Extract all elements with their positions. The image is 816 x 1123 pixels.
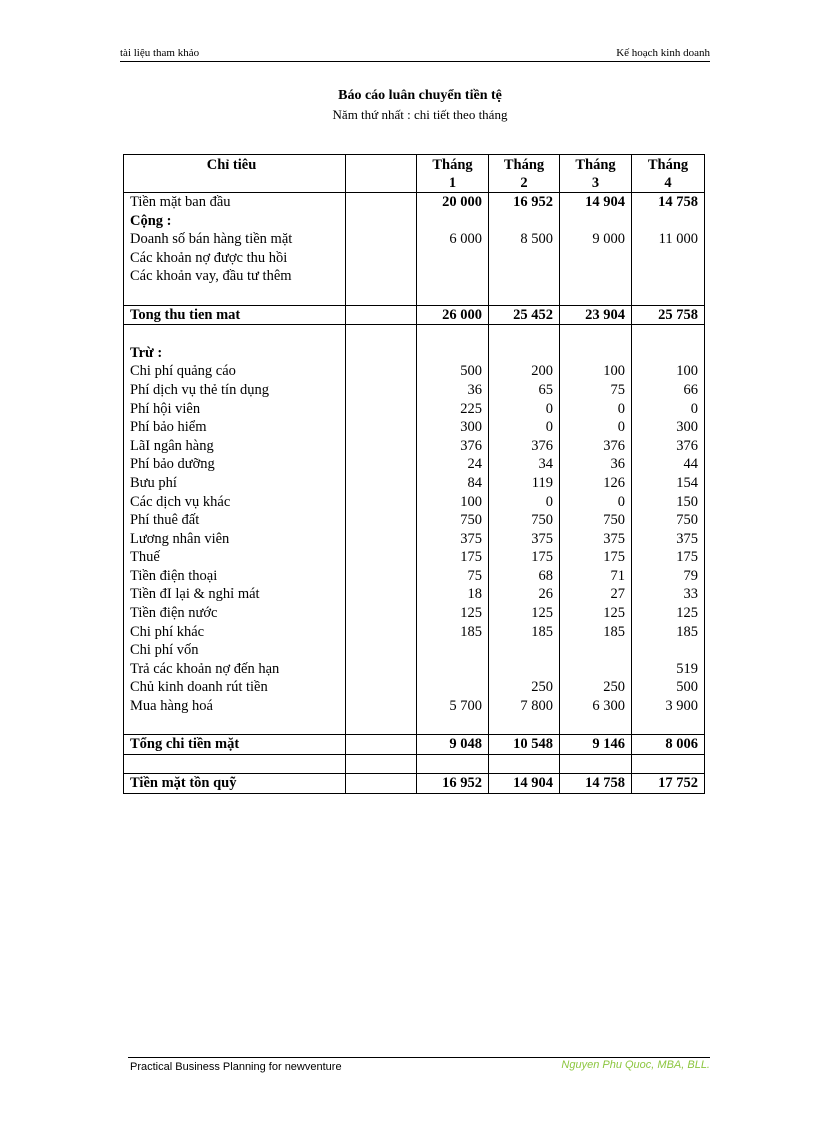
table-row <box>124 548 705 567</box>
footer-author: Nguyen Phu Quoc, MBA, BLL. <box>561 1059 710 1071</box>
footer-left-text: Practical Business Planning for newventure <box>130 1061 342 1073</box>
row-spacer-cell <box>346 530 417 549</box>
row-spacer-cell <box>346 325 417 344</box>
value-cell-month-1 <box>417 660 489 679</box>
row-label: Trừ : <box>124 344 346 363</box>
value-cell-month-2 <box>489 754 560 774</box>
header-left-text: tài liệu tham khảo <box>120 47 200 59</box>
row-spacer-cell <box>346 493 417 512</box>
column-header-spacer <box>346 155 417 193</box>
value-cell-month-3 <box>560 212 632 231</box>
value-cell-month-4: 300 <box>632 418 705 437</box>
table-row <box>124 567 705 586</box>
value-cell-month-1: 9 048 <box>417 735 489 755</box>
value-cell-month-3 <box>560 641 632 660</box>
value-cell-month-1 <box>417 344 489 363</box>
row-spacer-cell <box>346 267 417 286</box>
table-row <box>124 193 705 212</box>
table-spacer-row <box>124 325 705 344</box>
column-header-month-2: Tháng 2 <box>489 155 560 193</box>
value-cell-month-4: 66 <box>632 381 705 400</box>
row-spacer-cell <box>346 400 417 419</box>
value-cell-month-1: 175 <box>417 548 489 567</box>
value-cell-month-1: 750 <box>417 511 489 530</box>
header-divider <box>120 61 710 62</box>
table-row <box>124 362 705 381</box>
column-header-month-3: Tháng 3 <box>560 155 632 193</box>
table-row <box>124 678 705 697</box>
value-cell-month-2 <box>489 660 560 679</box>
row-spacer-cell <box>346 548 417 567</box>
value-cell-month-1 <box>417 267 489 286</box>
row-spacer-cell <box>346 381 417 400</box>
table-header-row <box>124 155 705 193</box>
value-cell-month-2: 65 <box>489 381 560 400</box>
row-spacer-cell <box>346 585 417 604</box>
value-cell-month-4 <box>632 249 705 268</box>
value-cell-month-1 <box>417 212 489 231</box>
row-spacer-cell <box>346 774 417 794</box>
row-label <box>124 286 346 305</box>
table-row <box>124 697 705 716</box>
table-row <box>124 511 705 530</box>
value-cell-month-3 <box>560 660 632 679</box>
value-cell-month-4 <box>632 212 705 231</box>
row-label: Cộng : <box>124 212 346 231</box>
row-spacer-cell <box>346 660 417 679</box>
table-row <box>124 493 705 512</box>
value-cell-month-3 <box>560 716 632 735</box>
value-cell-month-4: 175 <box>632 548 705 567</box>
value-cell-month-3: 23 904 <box>560 305 632 325</box>
table-row <box>124 474 705 493</box>
row-spacer-cell <box>346 286 417 305</box>
value-cell-month-1: 24 <box>417 455 489 474</box>
table-row <box>124 344 705 363</box>
value-cell-month-3: 0 <box>560 400 632 419</box>
value-cell-month-3: 14 904 <box>560 193 632 212</box>
value-cell-month-3 <box>560 286 632 305</box>
value-cell-month-3: 185 <box>560 623 632 642</box>
row-label <box>124 716 346 735</box>
row-spacer-cell <box>346 678 417 697</box>
row-spacer-cell <box>346 754 417 774</box>
value-cell-month-2: 34 <box>489 455 560 474</box>
value-cell-month-1: 6 000 <box>417 230 489 249</box>
row-label: Các khoản vay, đầu tư thêm <box>124 267 346 286</box>
table-row <box>124 641 705 660</box>
column-header-month-1: Tháng 1 <box>417 155 489 193</box>
row-spacer-cell <box>346 418 417 437</box>
table-row <box>124 437 705 456</box>
row-label: Phí bảo hiểm <box>124 418 346 437</box>
value-cell-month-4: 375 <box>632 530 705 549</box>
table-row <box>124 660 705 679</box>
table-spacer-row <box>124 716 705 735</box>
value-cell-month-4: 25 758 <box>632 305 705 325</box>
value-cell-month-2: 375 <box>489 530 560 549</box>
value-cell-month-3: 750 <box>560 511 632 530</box>
value-cell-month-4: 79 <box>632 567 705 586</box>
value-cell-month-4 <box>632 286 705 305</box>
value-cell-month-1: 84 <box>417 474 489 493</box>
footer-divider <box>128 1057 710 1058</box>
value-cell-month-1: 20 000 <box>417 193 489 212</box>
value-cell-month-4: 500 <box>632 678 705 697</box>
value-cell-month-1 <box>417 754 489 774</box>
row-spacer-cell <box>346 305 417 325</box>
value-cell-month-4: 0 <box>632 400 705 419</box>
row-label: Tổng chi tiền mặt <box>124 735 346 755</box>
value-cell-month-3: 100 <box>560 362 632 381</box>
value-cell-month-2 <box>489 716 560 735</box>
value-cell-month-2: 8 500 <box>489 230 560 249</box>
row-label: Chủ kinh doanh rút tiền <box>124 678 346 697</box>
value-cell-month-2: 0 <box>489 400 560 419</box>
table-body <box>124 193 705 794</box>
row-label: Tiền mặt tồn quỹ <box>124 774 346 794</box>
table-row <box>124 735 705 755</box>
value-cell-month-3: 0 <box>560 493 632 512</box>
table-row <box>124 455 705 474</box>
value-cell-month-1: 125 <box>417 604 489 623</box>
value-cell-month-4: 150 <box>632 493 705 512</box>
table-row <box>124 381 705 400</box>
row-label <box>124 754 346 774</box>
value-cell-month-2 <box>489 286 560 305</box>
value-cell-month-4 <box>632 325 705 344</box>
row-label: Bưu phí <box>124 474 346 493</box>
value-cell-month-2 <box>489 249 560 268</box>
value-cell-month-4: 185 <box>632 623 705 642</box>
value-cell-month-3: 376 <box>560 437 632 456</box>
value-cell-month-4: 125 <box>632 604 705 623</box>
table-row <box>124 418 705 437</box>
table-row <box>124 230 705 249</box>
row-label: Tiền điện thoại <box>124 567 346 586</box>
row-label: Tiền điện nước <box>124 604 346 623</box>
value-cell-month-2: 14 904 <box>489 774 560 794</box>
value-cell-month-3: 126 <box>560 474 632 493</box>
value-cell-month-1 <box>417 716 489 735</box>
value-cell-month-2: 185 <box>489 623 560 642</box>
row-label: Phí bảo dưỡng <box>124 455 346 474</box>
value-cell-month-2: 250 <box>489 678 560 697</box>
header-right-text: Kế hoạch kinh doanh <box>616 47 710 59</box>
table-row <box>124 623 705 642</box>
row-spacer-cell <box>346 474 417 493</box>
value-cell-month-2: 175 <box>489 548 560 567</box>
row-spacer-cell <box>346 249 417 268</box>
value-cell-month-3 <box>560 344 632 363</box>
value-cell-month-3: 250 <box>560 678 632 697</box>
value-cell-month-1: 26 000 <box>417 305 489 325</box>
value-cell-month-2: 10 548 <box>489 735 560 755</box>
value-cell-month-3 <box>560 249 632 268</box>
value-cell-month-2: 376 <box>489 437 560 456</box>
table-row <box>124 267 705 286</box>
value-cell-month-3: 14 758 <box>560 774 632 794</box>
row-spacer-cell <box>346 193 417 212</box>
value-cell-month-2 <box>489 267 560 286</box>
table-row <box>124 774 705 794</box>
value-cell-month-1 <box>417 249 489 268</box>
table-row <box>124 305 705 325</box>
row-spacer-cell <box>346 735 417 755</box>
table-row <box>124 212 705 231</box>
value-cell-month-4: 11 000 <box>632 230 705 249</box>
value-cell-month-3: 75 <box>560 381 632 400</box>
value-cell-month-4: 376 <box>632 437 705 456</box>
table-spacer-row <box>124 754 705 774</box>
table-row <box>124 604 705 623</box>
value-cell-month-2 <box>489 212 560 231</box>
report-subtitle: Năm thứ nhất : chi tiết theo tháng <box>332 107 508 122</box>
value-cell-month-1 <box>417 325 489 344</box>
value-cell-month-1 <box>417 286 489 305</box>
value-cell-month-2: 16 952 <box>489 193 560 212</box>
value-cell-month-4 <box>632 344 705 363</box>
row-label: Các dịch vụ khác <box>124 493 346 512</box>
value-cell-month-4: 8 006 <box>632 735 705 755</box>
value-cell-month-2: 200 <box>489 362 560 381</box>
value-cell-month-4 <box>632 754 705 774</box>
value-cell-month-2: 0 <box>489 418 560 437</box>
value-cell-month-1: 225 <box>417 400 489 419</box>
value-cell-month-2: 26 <box>489 585 560 604</box>
value-cell-month-2: 125 <box>489 604 560 623</box>
table-row <box>124 400 705 419</box>
row-spacer-cell <box>346 437 417 456</box>
row-spacer-cell <box>346 641 417 660</box>
value-cell-month-2 <box>489 325 560 344</box>
table-row <box>124 249 705 268</box>
value-cell-month-3: 36 <box>560 455 632 474</box>
table-row <box>124 585 705 604</box>
column-header-label: Chỉ tiêu <box>124 155 346 193</box>
value-cell-month-4: 44 <box>632 455 705 474</box>
row-spacer-cell <box>346 212 417 231</box>
column-header-month-4: Tháng 4 <box>632 155 705 193</box>
value-cell-month-4: 17 752 <box>632 774 705 794</box>
value-cell-month-4: 14 758 <box>632 193 705 212</box>
value-cell-month-3: 375 <box>560 530 632 549</box>
value-cell-month-3: 0 <box>560 418 632 437</box>
value-cell-month-1 <box>417 678 489 697</box>
row-label: Doanh số bán hàng tiền mặt <box>124 230 346 249</box>
value-cell-month-2: 7 800 <box>489 697 560 716</box>
row-spacer-cell <box>346 511 417 530</box>
value-cell-month-1: 500 <box>417 362 489 381</box>
value-cell-month-3: 27 <box>560 585 632 604</box>
row-spacer-cell <box>346 716 417 735</box>
value-cell-month-4: 33 <box>632 585 705 604</box>
value-cell-month-1: 185 <box>417 623 489 642</box>
value-cell-month-1: 100 <box>417 493 489 512</box>
cash-flow-table <box>123 154 705 794</box>
value-cell-month-4: 519 <box>632 660 705 679</box>
value-cell-month-1: 16 952 <box>417 774 489 794</box>
value-cell-month-3: 9 146 <box>560 735 632 755</box>
row-label: Tiền đI lại & nghỉ mát <box>124 585 346 604</box>
row-label <box>124 325 346 344</box>
value-cell-month-3: 71 <box>560 567 632 586</box>
value-cell-month-4: 3 900 <box>632 697 705 716</box>
value-cell-month-3: 125 <box>560 604 632 623</box>
row-label: Chi phí khác <box>124 623 346 642</box>
row-spacer-cell <box>346 604 417 623</box>
value-cell-month-2: 0 <box>489 493 560 512</box>
value-cell-month-2 <box>489 344 560 363</box>
row-label: Tiền mặt ban đầu <box>124 193 346 212</box>
row-spacer-cell <box>346 567 417 586</box>
value-cell-month-1: 18 <box>417 585 489 604</box>
value-cell-month-1: 376 <box>417 437 489 456</box>
value-cell-month-3 <box>560 267 632 286</box>
value-cell-month-4: 100 <box>632 362 705 381</box>
value-cell-month-3 <box>560 325 632 344</box>
row-label: Mua hàng hoá <box>124 697 346 716</box>
value-cell-month-4 <box>632 267 705 286</box>
value-cell-month-1: 375 <box>417 530 489 549</box>
value-cell-month-3: 9 000 <box>560 230 632 249</box>
value-cell-month-1: 5 700 <box>417 697 489 716</box>
row-label: Phí dịch vụ thẻ tín dụng <box>124 381 346 400</box>
value-cell-month-2: 25 452 <box>489 305 560 325</box>
row-label: Chi phí vốn <box>124 641 346 660</box>
table-row <box>124 530 705 549</box>
table-spacer-row <box>124 286 705 305</box>
row-spacer-cell <box>346 455 417 474</box>
row-label: Phí thuê đất <box>124 511 346 530</box>
value-cell-month-1: 36 <box>417 381 489 400</box>
row-label: Lương nhân viên <box>124 530 346 549</box>
value-cell-month-4: 750 <box>632 511 705 530</box>
value-cell-month-2: 68 <box>489 567 560 586</box>
value-cell-month-3: 6 300 <box>560 697 632 716</box>
value-cell-month-3: 175 <box>560 548 632 567</box>
value-cell-month-3 <box>560 754 632 774</box>
row-label: Tong thu tien mat <box>124 305 346 325</box>
row-label: Trả các khoản nợ đến hạn <box>124 660 346 679</box>
value-cell-month-4 <box>632 641 705 660</box>
value-cell-month-4 <box>632 716 705 735</box>
row-label: LãI ngân hàng <box>124 437 346 456</box>
row-label: Phí hội viên <box>124 400 346 419</box>
value-cell-month-4: 154 <box>632 474 705 493</box>
value-cell-month-1 <box>417 641 489 660</box>
row-spacer-cell <box>346 362 417 381</box>
row-spacer-cell <box>346 230 417 249</box>
row-spacer-cell <box>346 344 417 363</box>
row-label: Chi phí quảng cáo <box>124 362 346 381</box>
row-spacer-cell <box>346 697 417 716</box>
report-title: Báo cáo luân chuyển tiền tệ <box>338 88 502 103</box>
row-spacer-cell <box>346 623 417 642</box>
value-cell-month-1: 300 <box>417 418 489 437</box>
row-label: Các khoản nợ được thu hồi <box>124 249 346 268</box>
row-label: Thuế <box>124 548 346 567</box>
value-cell-month-2 <box>489 641 560 660</box>
value-cell-month-2: 750 <box>489 511 560 530</box>
value-cell-month-1: 75 <box>417 567 489 586</box>
value-cell-month-2: 119 <box>489 474 560 493</box>
